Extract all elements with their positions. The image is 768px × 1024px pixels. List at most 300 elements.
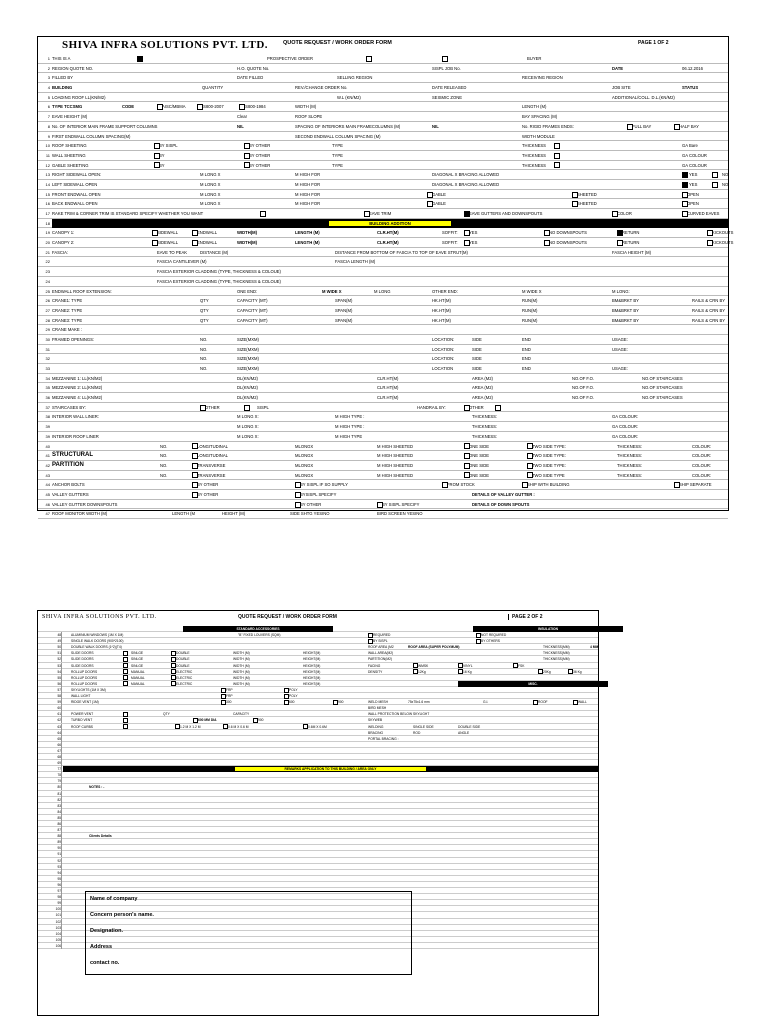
field-label: BY SISPL	[159, 143, 178, 149]
field-label: DOUBLE	[176, 651, 190, 656]
field-label: DL(KN/M2)	[237, 395, 258, 401]
field-label: VINYL	[463, 663, 473, 668]
field-label: NO.OF F.O.	[572, 395, 595, 401]
field-label: M HIGH FOR	[295, 181, 321, 187]
form-row	[38, 490, 728, 500]
field-label: 75x75x1.6 mm	[408, 700, 430, 705]
checkbox-cell	[554, 141, 561, 151]
field-label: THICKNESS(MM)	[543, 645, 570, 650]
checkbox-cell	[366, 54, 373, 64]
field-label: DIAGONAL X BRACING ALLOWED	[432, 181, 500, 187]
field-label: NO.	[200, 346, 208, 352]
field-label: MLONGX	[295, 472, 314, 478]
field-label: RAILS & CRN BY	[692, 317, 726, 323]
checkbox[interactable]	[123, 651, 128, 656]
field-label: ONE END:	[237, 288, 258, 294]
row-number: 28	[45, 317, 50, 323]
field-label: BIRD MESH	[368, 706, 387, 711]
field-label: AREA (M2)	[472, 385, 493, 391]
field-label: CAPACITY (MT)	[237, 298, 268, 304]
row-number: 19	[45, 230, 50, 236]
field-label: ENDWALL	[197, 230, 218, 236]
checkbox[interactable]	[137, 56, 143, 62]
field-label: 600	[289, 700, 295, 705]
row-number: 32	[45, 356, 50, 362]
field-label: TURBO VENT	[71, 718, 93, 723]
field-label: AREA (M2)	[472, 395, 493, 401]
field-label: BRACING	[368, 730, 384, 735]
field-label: NO.	[200, 356, 208, 362]
field-label: LONGITUDINAL	[197, 453, 228, 459]
row-number: 66	[38, 742, 62, 748]
section-header: BUILDING ADDITION	[329, 221, 450, 226]
checkbox[interactable]	[244, 405, 250, 411]
checkbox-cell	[137, 54, 144, 64]
field-label: INTERIOR WALL LINER:	[52, 414, 99, 420]
field-label: M LONG X	[200, 191, 221, 197]
field-label: TYPE	[332, 143, 343, 149]
field-label: H.O. QUOTE No.	[237, 65, 270, 71]
field-label: RIDGE VENT (1M)	[71, 700, 99, 705]
field-label: POLY	[289, 694, 298, 699]
field-label: RAILS & CRN BY	[692, 307, 726, 313]
field-label: WELDING	[368, 724, 384, 729]
field-label: No. OF INTERIOR MAIN FRAME SUPPORT COLUMNS	[52, 123, 158, 129]
field-label: SPAN(M)	[335, 307, 353, 313]
checkbox-cell	[123, 681, 129, 687]
row-number: 35	[45, 385, 50, 391]
field-label: BM&BRKT BY	[612, 307, 639, 313]
field-label: ROLLUP DOORS	[71, 681, 98, 686]
form-row	[38, 199, 728, 209]
checkbox-cell	[495, 403, 502, 413]
form-row	[38, 403, 728, 413]
form-row	[38, 83, 728, 93]
client-details-box	[85, 891, 412, 975]
field-label: FRP	[226, 694, 233, 699]
field-label: LEFT SIDEWALL OPEN	[52, 181, 98, 187]
form-row	[38, 248, 728, 258]
form-row	[38, 122, 728, 132]
field-label: FASCIA HEIGHT (M)	[612, 249, 652, 255]
field-label: NO.OF F.O.	[572, 385, 595, 391]
client-field-label: Designation.	[90, 928, 124, 934]
field-label: THICKNESS:	[617, 462, 643, 468]
field-label: BYSISPL SPECIFY	[300, 491, 337, 497]
field-label: M HIGH TYPE	[335, 433, 363, 439]
field-label: SLIDE DOORS	[71, 651, 94, 656]
field-label: RECEIVING REGION	[522, 75, 563, 81]
row-number: 1	[47, 56, 50, 61]
form-row	[38, 364, 728, 374]
field-label: WIDTH (M)	[233, 663, 250, 668]
row-number: 6	[47, 104, 50, 110]
field-label: G.I.	[483, 700, 489, 705]
company-name: SHIVA INFRA SOLUTIONS PVT. LTD.	[62, 39, 269, 51]
field-label: SPAN(M)	[335, 298, 353, 304]
form-row	[38, 325, 728, 335]
field-label: EAVE HEIGHT (M)	[52, 114, 88, 120]
checkbox[interactable]	[123, 669, 128, 674]
field-label: RAILS & CRN BY	[692, 298, 726, 304]
form-row	[38, 354, 728, 364]
field-label: DATE	[612, 65, 624, 71]
field-label: ROOF AREA (SUPER POLYMUM)	[408, 645, 460, 650]
form-row	[38, 267, 728, 277]
row-number: 39	[45, 433, 50, 439]
field-label: SISPL	[257, 404, 269, 410]
field-label: ONE SIDE	[469, 443, 490, 449]
field-label: NO.	[200, 366, 208, 371]
field-label: CANOPY 2:	[52, 240, 75, 246]
section-header: STANDARD ACCESSORIES	[183, 626, 333, 632]
checkbox[interactable]	[260, 211, 266, 217]
form-row	[38, 228, 734, 238]
field-label: M LONG X:	[237, 414, 259, 420]
checkbox[interactable]	[123, 681, 128, 686]
form-row	[38, 73, 728, 83]
checkbox[interactable]	[495, 405, 501, 411]
field-label: LOCATION:	[432, 356, 455, 362]
field-label: OPEN	[687, 201, 699, 207]
field-label: ONE SIDE	[469, 472, 490, 478]
field-label: BY OTHERS	[481, 639, 500, 644]
field-label: TWO SIDE TYPE:	[532, 443, 566, 449]
field-label: NO DOWNSPOUTS	[549, 240, 587, 246]
row-number: 14	[45, 181, 50, 187]
field-label: FASCIA EXTERIOR CLADDING (TYPE, THICKNESS & COLOUE)	[157, 269, 281, 275]
field-label: WALL AREA(M2)	[368, 651, 394, 656]
field-label: TYPE	[332, 152, 343, 158]
row-number: 9	[47, 133, 50, 139]
section-band	[63, 766, 598, 772]
checkbox-cell	[244, 403, 251, 413]
field-label: M WIDE X	[322, 288, 342, 294]
section-header: INSULATION	[473, 626, 623, 632]
field-label: NO.	[160, 472, 168, 478]
field-label: NO.OF STAIRCASES	[642, 385, 683, 391]
page-number: PAGE 2 OF 2	[508, 614, 542, 620]
checkbox-cell	[260, 209, 267, 219]
section-band	[52, 219, 728, 229]
field-label: M HIGH FOR	[295, 172, 321, 178]
checkbox-cell	[554, 151, 561, 161]
field-label: NO.	[160, 462, 168, 468]
form-page-2	[37, 610, 599, 1016]
field-label: ROOF MONITOR WIDTH (M)	[52, 511, 108, 517]
field-label: SIDE	[472, 336, 482, 342]
field-label: THICKNESS(MM)	[543, 651, 570, 656]
field-label: BY OTHER	[197, 482, 219, 488]
row-number: 44	[45, 482, 50, 488]
field-label: WIDTH MODULE	[522, 133, 555, 139]
section-header: MISC.	[458, 681, 608, 687]
form-row	[38, 93, 728, 103]
field-label: SHEETED	[577, 191, 597, 197]
row-number: 24	[45, 278, 50, 284]
field-label: SISPL JOB No.	[432, 65, 461, 71]
row-number: 89	[38, 839, 62, 845]
field-label: QUANTITY	[202, 85, 224, 91]
field-label: 1.2 M X 1.2 M	[180, 724, 201, 729]
field-label: TRANSVERSE	[197, 472, 226, 478]
field-label: WALL SHEETING	[52, 152, 86, 158]
field-label: THIS IS A	[52, 56, 71, 61]
field-label: CAPACITY	[233, 712, 250, 717]
form-row	[38, 451, 728, 461]
field-label: HEIGHT(M)	[303, 675, 321, 680]
field-label: SKYWEB	[368, 718, 383, 723]
form-row	[38, 374, 728, 384]
row-number: 84	[38, 809, 62, 815]
checkbox[interactable]	[123, 675, 128, 680]
checkbox[interactable]	[712, 172, 718, 178]
field-label: MLONGX	[295, 443, 314, 449]
form-page-1	[37, 36, 734, 517]
row-number: 88	[38, 833, 62, 839]
field-label: M HIGH FOR	[295, 191, 321, 197]
form-row	[38, 287, 728, 297]
field-label: IS800-2007	[202, 104, 224, 110]
field-label: FIRST ENDWALL COLUMN SPACING(M)	[52, 133, 131, 139]
field-label: IS800-1984	[244, 104, 266, 110]
checkbox[interactable]	[554, 153, 560, 159]
field-label: ROOF SHEETING	[52, 143, 87, 149]
field-label: M LONG	[374, 288, 391, 294]
field-label: AISC/MBMA	[162, 104, 186, 110]
field-label: M LONG X:	[237, 433, 259, 439]
checkbox[interactable]	[366, 56, 372, 62]
row-number: 57	[38, 687, 62, 693]
field-label: HANDRAIL BY:	[417, 404, 446, 410]
field-label: BM&BRKT BY	[612, 317, 639, 323]
field-label: SHIP WITH BUILDING	[527, 482, 570, 488]
form-row	[38, 480, 728, 490]
field-label: ROOF SLOPE	[295, 114, 323, 120]
field-label: SIDE SHTG YESINO	[290, 511, 330, 517]
checkbox[interactable]	[682, 182, 688, 188]
field-label: DOUBLE WALK DOORS (1*2)(T4)	[71, 645, 122, 650]
field-label: BM&BRKT BY	[612, 298, 639, 304]
field-label: ROOF	[538, 700, 548, 705]
form-row	[38, 151, 728, 161]
field-label: REGION QUOTE NO.	[52, 65, 94, 71]
field-label: THICKNESS:	[617, 443, 643, 449]
field-label: HK.HT(M)	[432, 307, 451, 313]
row-number: 56	[38, 681, 62, 687]
field-label: TWO SIDE TYPE:	[532, 453, 566, 459]
field-label: THICKNESS:	[617, 453, 643, 459]
row-number: 11	[45, 152, 50, 158]
row-number: 58	[38, 693, 62, 699]
row-number: 103	[38, 925, 62, 931]
row-number: 23	[45, 269, 50, 275]
field-label: OTHER END:	[432, 288, 458, 294]
field-label: ROD	[413, 730, 421, 735]
page-number: PAGE 1 OF 2	[638, 40, 669, 46]
field-label: END	[522, 356, 531, 362]
field-label: HEIGHT (M)	[222, 511, 246, 517]
field-label: SINGLE SIDE	[413, 724, 434, 729]
row-number: 62	[38, 717, 62, 723]
field-label: DOUBLE SIDE	[458, 724, 481, 729]
field-label: LENGTH (M)	[522, 104, 547, 110]
row-number: 78	[38, 772, 62, 778]
client-field-label: Address	[90, 944, 113, 950]
field-label: THICKNESS:	[472, 414, 498, 420]
row-number: 86	[38, 821, 62, 827]
field-label: M LONG X:	[237, 424, 259, 430]
field-label: DISTANCE FROM BOTTOM OF FASCIA TO TOP OF EAVE STRUT(M)	[335, 249, 468, 255]
field-label: CANOPY 1:	[52, 230, 75, 236]
field-label: CLR.HT(M)	[377, 230, 399, 236]
field-label: HEIGHT(M)	[303, 651, 321, 656]
field-label: MEZZANINE 1: LL(KN/M2)	[52, 375, 103, 381]
checkbox[interactable]	[712, 182, 718, 188]
field-label: SHIP SEPARATE	[679, 482, 712, 488]
field-label: WIDTH (M)	[233, 657, 250, 662]
checkbox[interactable]	[123, 724, 128, 729]
field-label: BY OTHER	[197, 491, 219, 497]
form-row	[38, 412, 728, 422]
checkbox[interactable]	[123, 657, 128, 662]
row-number: 59	[38, 699, 62, 705]
form-row	[38, 102, 728, 112]
checkbox-cell	[123, 717, 129, 723]
field-label: SOFFIT:	[442, 230, 458, 236]
row-number: 48	[38, 632, 62, 638]
row-number: 105	[38, 937, 62, 943]
field-label: SINLGE	[131, 663, 144, 668]
field-label: VALLEY GUTTERS	[52, 491, 89, 497]
field-label: DATE RELEASED	[432, 85, 467, 91]
field-label: POWER VENT	[71, 712, 94, 717]
row-number: 15	[45, 191, 50, 197]
checkbox[interactable]	[554, 143, 560, 149]
row-number: 63	[38, 724, 62, 730]
field-label: RUN(M)	[522, 298, 538, 304]
field-label: CRANE3: TYPE	[52, 317, 83, 323]
form-row	[38, 509, 728, 519]
field-label: EAVE TO PEAK	[157, 249, 188, 255]
field-label: DOUBLE	[176, 657, 190, 662]
field-label: INTERIOR ROOF LINER	[52, 433, 99, 439]
field-label: WALL LIGHT	[71, 694, 91, 699]
field-label: NO.	[160, 453, 168, 459]
checkbox[interactable]	[123, 718, 128, 723]
field-label: M LONG X	[200, 201, 221, 207]
field-label: LONGITUDINAL	[197, 443, 228, 449]
field-label: ROLLUP DOORS	[71, 669, 98, 674]
field-label: FULL BAY	[632, 123, 652, 129]
row-number: 8	[47, 123, 50, 129]
checkbox[interactable]	[554, 162, 560, 168]
form-row	[38, 500, 728, 510]
field-label: GA COLOUR:	[612, 414, 639, 420]
checkbox[interactable]	[123, 663, 128, 668]
field-label: BY OTHER	[249, 152, 271, 158]
form-row	[38, 238, 734, 248]
row-number: 18	[45, 220, 50, 226]
row-number: 94	[38, 870, 62, 876]
form-row	[38, 170, 728, 180]
field-label: WIDTH (M)	[233, 651, 250, 656]
field-label: THICKNESS	[522, 152, 546, 158]
field-label: Clear	[237, 114, 248, 120]
form-row	[38, 296, 728, 306]
field-label: GA Bare	[682, 143, 698, 149]
field-label: GA COLOUR	[682, 152, 707, 158]
field-label: SIDE	[472, 356, 482, 362]
field-label: 900	[338, 700, 344, 705]
row-number: 7	[47, 114, 50, 120]
checkbox[interactable]	[442, 56, 448, 62]
checkbox[interactable]	[682, 172, 688, 178]
row-number: 55	[38, 675, 62, 681]
row-number: 51	[38, 650, 62, 656]
field-label: BAY SPACING (M)	[522, 114, 558, 120]
row-number: 26	[45, 298, 50, 304]
row-number: 92	[38, 858, 62, 864]
field-label: MLONGX	[295, 453, 314, 459]
field-label: WIDTH(M)	[237, 230, 257, 236]
field-label: DL(KN/M2)	[237, 385, 258, 391]
field-label: OPEN	[687, 191, 699, 197]
field-label: 12Kg	[418, 669, 426, 674]
field-label: 06.12.2016	[682, 65, 703, 71]
row-number: 93	[38, 864, 62, 870]
row-number: 82	[38, 797, 62, 803]
checkbox-cell	[123, 675, 129, 681]
checkbox[interactable]	[123, 712, 128, 717]
field-label: DIAGONAL X BRACING ALLOWED	[432, 172, 500, 178]
field-label: END	[522, 366, 531, 371]
field-label: FROM STOCK	[447, 482, 475, 488]
field-label: YES	[469, 240, 478, 246]
field-label: 600 MM DIA	[198, 718, 217, 723]
checkbox-cell	[682, 180, 689, 190]
row-number: 37	[45, 404, 50, 410]
checkbox-cell	[123, 724, 129, 730]
field-label: No. RIGID FRAMES ENDS:	[522, 123, 574, 129]
field-label: 0.6 M X 0.6 M	[228, 724, 249, 729]
field-label: ANCHOR BOLTS	[52, 482, 85, 488]
field-label: THICKNESS:	[472, 433, 498, 439]
row-number: 22	[45, 259, 50, 265]
field-label: BUILDING	[52, 85, 73, 91]
checkbox-cell	[123, 656, 129, 662]
field-label: CLR.HT(M)	[377, 395, 399, 401]
field-label: COLOUR:	[692, 462, 712, 468]
checkbox-cell	[554, 161, 561, 171]
field-label: BY OTHER	[300, 501, 322, 507]
field-label: SIZE(MXM)	[237, 336, 259, 342]
field-label: STAIRCASES BY:	[52, 404, 86, 410]
field-label: M LONG X	[200, 172, 221, 178]
field-label: GABLE	[432, 191, 446, 197]
row-number: 46	[45, 501, 50, 507]
field-label: SIDE	[472, 366, 482, 371]
field-label: CRANE1: TYPE	[52, 298, 83, 304]
form-row	[38, 132, 728, 142]
field-label: BUYER	[527, 56, 542, 61]
field-label: LENGTH (M	[172, 511, 196, 517]
field-label: MANUAL	[131, 675, 145, 680]
field-label: MANUAL	[131, 681, 145, 686]
row-number: 101	[38, 912, 62, 918]
field-label: SHEETED	[577, 201, 597, 207]
field-label: THICKNESS:	[617, 472, 643, 478]
